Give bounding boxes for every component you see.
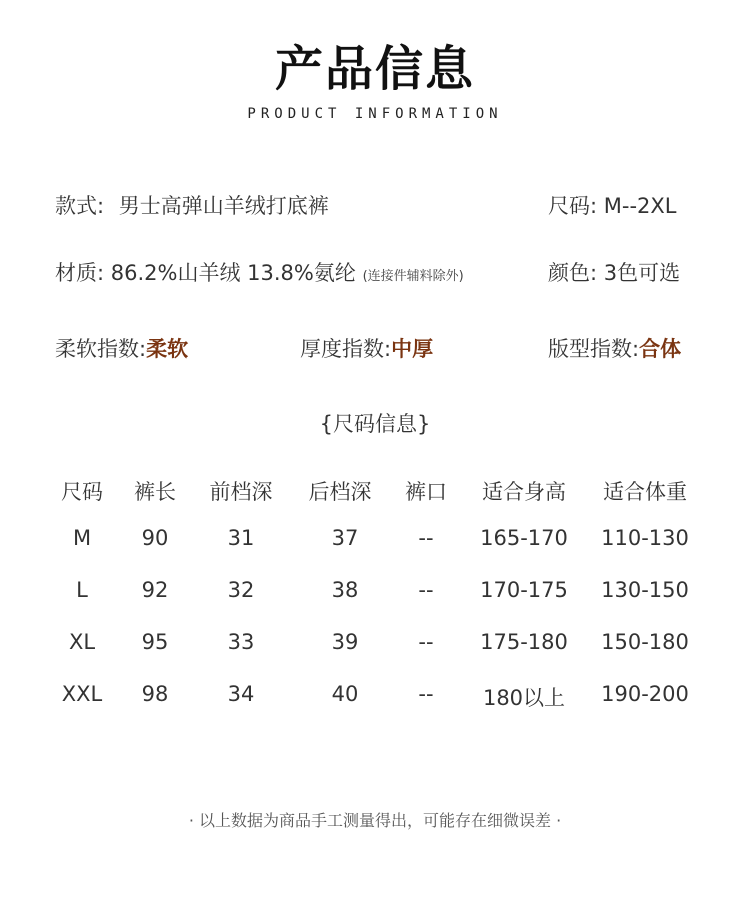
page-title: 产品信息	[274, 41, 475, 97]
table-header-cell: 后档深	[308, 480, 372, 504]
thickness-index	[300, 333, 433, 363]
table-cell: 175-180	[480, 630, 568, 654]
table-row	[0, 630, 750, 670]
material-info	[55, 257, 464, 287]
table-cell: L	[76, 578, 88, 602]
table-cell: --	[418, 630, 434, 654]
table-header-cell: 前档深	[209, 480, 273, 504]
fit-value: 合体	[639, 337, 682, 361]
softness-value: 柔软	[146, 337, 189, 361]
material-value: 86.2%山羊绒 13.8%氨纶	[110, 261, 356, 285]
table-header-cell: 适合体重	[603, 480, 687, 504]
fit-index	[548, 333, 681, 363]
thickness-label: 厚度指数:	[300, 337, 392, 361]
material-label: 材质:	[55, 261, 105, 285]
thickness-value: 中厚	[391, 337, 434, 361]
style-value: 男士高弹山羊绒打底裤	[118, 194, 329, 218]
table-cell: --	[418, 682, 434, 706]
softness-label: 柔软指数:	[55, 337, 147, 361]
color-info	[548, 257, 680, 287]
color-value: 3色可选	[603, 261, 681, 285]
table-cell: 130-150	[601, 578, 689, 602]
table-cell: 90	[141, 526, 169, 550]
table-header-cell: 适合身高	[482, 480, 566, 504]
table-cell: 150-180	[601, 630, 689, 654]
table-cell: 98	[141, 682, 169, 706]
size-info	[548, 190, 677, 220]
table-cell: 165-170	[480, 526, 568, 550]
table-cell: XXL	[61, 682, 103, 706]
page-subtitle: PRODUCT INFORMATION	[247, 106, 503, 122]
table-cell: 34	[227, 682, 255, 706]
style-label: 款式:	[55, 194, 105, 218]
table-cell: 38	[331, 578, 359, 602]
table-cell: 170-175	[480, 578, 568, 602]
table-cell: XL	[68, 630, 96, 654]
size-value: M--2XL	[603, 194, 677, 218]
softness-index	[55, 333, 188, 363]
table-cell: 110-130	[601, 526, 689, 550]
table-header-cell: 裤长	[134, 480, 176, 504]
table-cell: --	[418, 526, 434, 550]
color-label: 颜色:	[548, 261, 598, 285]
material-note: (连接件辅料除外)	[362, 269, 464, 284]
table-header-cell: 尺码	[61, 480, 103, 504]
table-cell: 180以上	[482, 686, 566, 710]
table-cell: 95	[141, 630, 169, 654]
table-cell: 40	[331, 682, 359, 706]
fit-label: 版型指数:	[548, 337, 640, 361]
table-row	[0, 578, 750, 618]
table-header-row	[0, 476, 750, 516]
table-cell: 33	[227, 630, 255, 654]
table-cell: 31	[227, 526, 255, 550]
table-cell: 92	[141, 578, 169, 602]
table-row	[0, 526, 750, 566]
table-cell: 37	[331, 526, 359, 550]
size-table-heading: {尺码信息}	[319, 412, 431, 436]
table-cell: --	[418, 578, 434, 602]
table-header-cell: 裤口	[405, 480, 447, 504]
style-info	[55, 190, 329, 220]
measurement-disclaimer: · 以上数据为商品手工测量得出，可能存在细微误差 ·	[188, 811, 562, 830]
table-cell: 32	[227, 578, 255, 602]
table-cell: M	[72, 526, 92, 550]
table-cell: 190-200	[601, 682, 689, 706]
table-row	[0, 682, 750, 722]
size-label: 尺码:	[548, 194, 598, 218]
table-cell: 39	[331, 630, 359, 654]
